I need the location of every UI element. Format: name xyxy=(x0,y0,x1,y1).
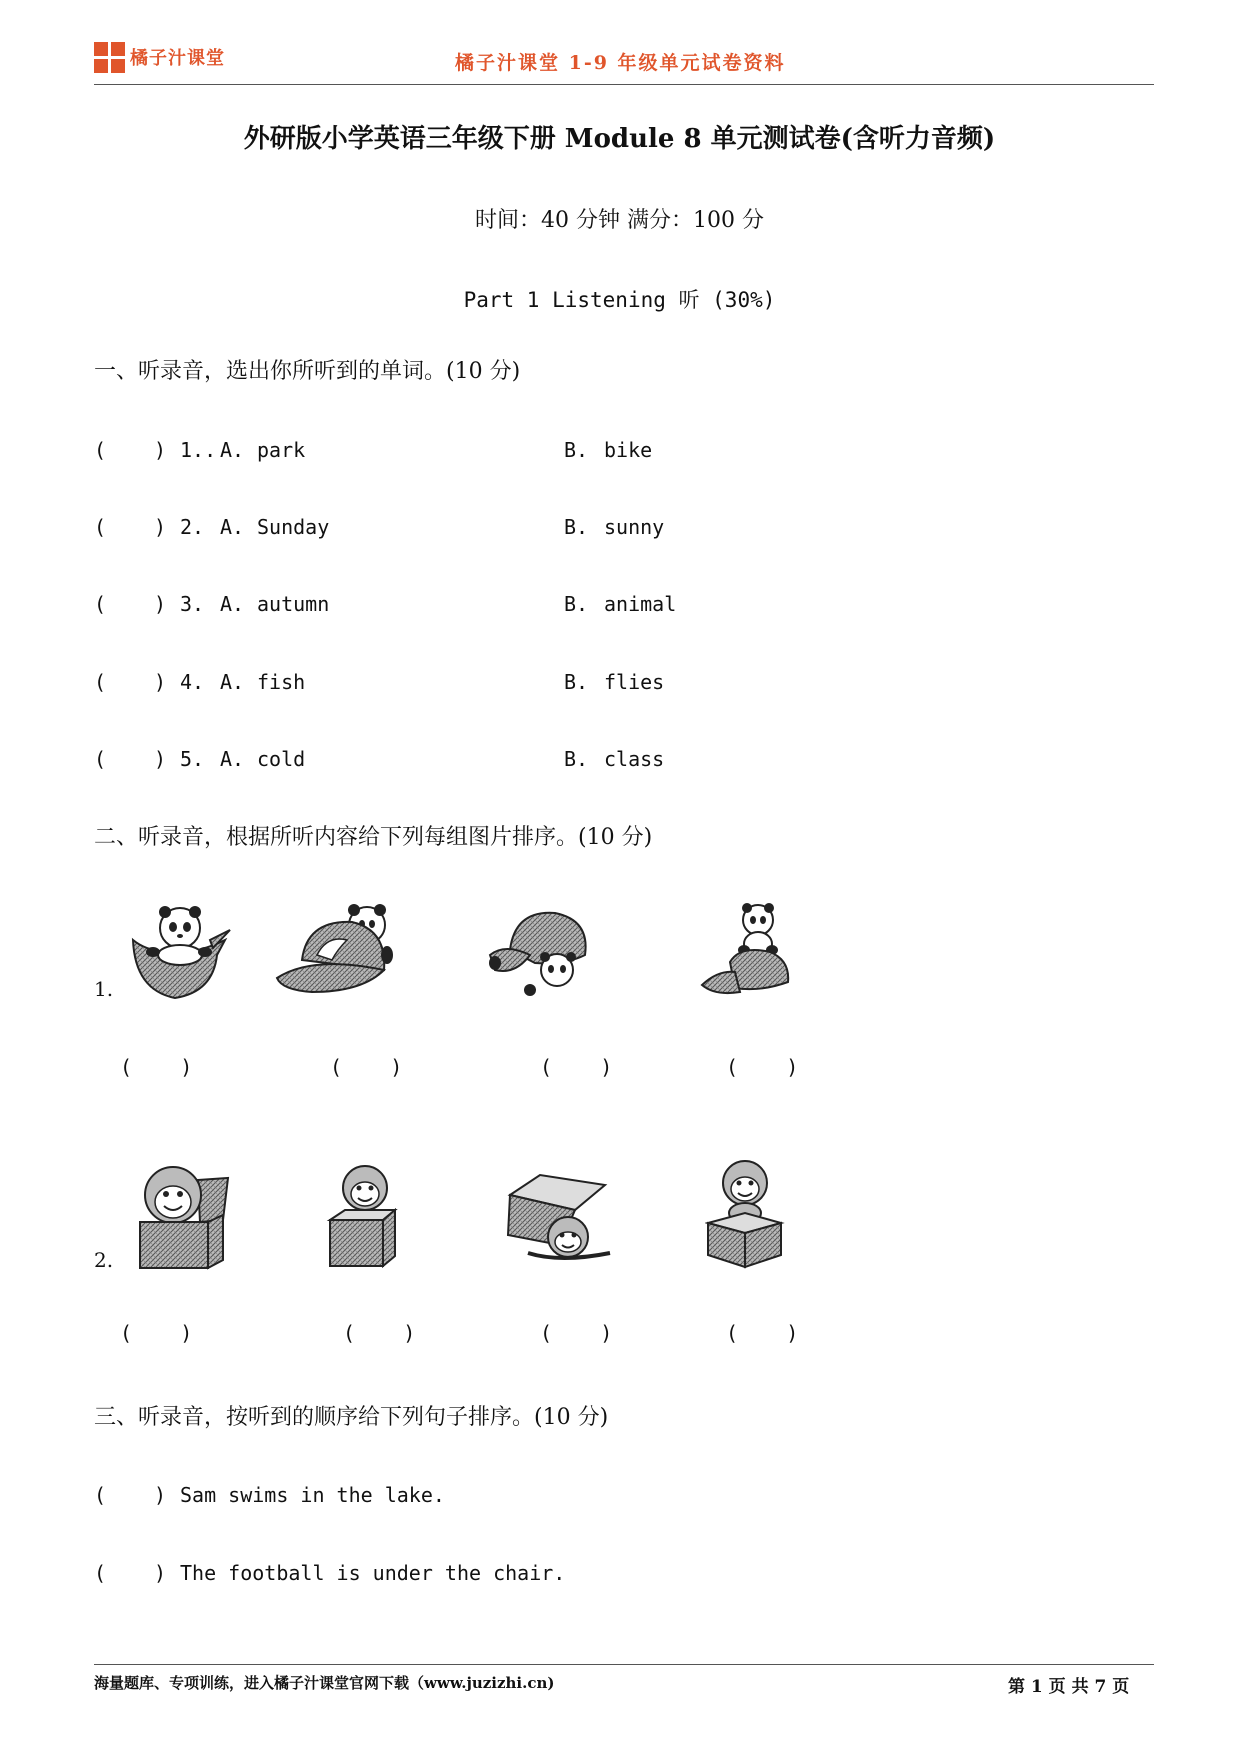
answer-blank[interactable]: ( ) xyxy=(343,1321,416,1345)
option-a-letter: A. xyxy=(220,592,245,616)
section1-heading: 一、听录音，选出你所听到的单词。(10 分) xyxy=(94,359,521,384)
option-a: autumn xyxy=(257,592,330,616)
brand-logo-icon xyxy=(94,42,126,74)
picture-row-2-label: 2. xyxy=(94,1248,114,1272)
brand-name: 橘子汁课堂 xyxy=(130,48,225,69)
answer-paren-close: ) xyxy=(154,1483,167,1507)
option-a: park xyxy=(257,438,306,462)
answer-blank[interactable]: ( ) xyxy=(726,1321,799,1345)
option-b-letter: B. xyxy=(564,592,589,616)
answer-blank[interactable]: ( ) xyxy=(120,1321,193,1345)
answer-paren-close: ) xyxy=(154,747,167,771)
option-a-letter: A. xyxy=(220,438,245,462)
footer-divider xyxy=(94,1664,1154,1665)
monkey-in-box-icon xyxy=(128,1160,233,1270)
option-b: flies xyxy=(604,670,665,694)
answer-paren-open[interactable]: ( xyxy=(94,592,107,616)
monkey-under-box-icon xyxy=(500,1165,620,1265)
answer-blank[interactable]: ( ) xyxy=(330,1055,403,1079)
answer-paren-open[interactable]: ( xyxy=(94,747,107,771)
answer-blank[interactable]: ( ) xyxy=(726,1055,799,1079)
monkey-on-box-icon xyxy=(705,1155,785,1270)
panda-on-cap-icon xyxy=(700,900,795,1000)
header-title: 橘子汁课堂 1-9 年级单元试卷资料 xyxy=(455,52,786,74)
document-title: 外研版小学英语三年级下册 Module 8 单元测试卷(含听力音频) xyxy=(243,124,996,154)
answer-paren-open[interactable]: ( xyxy=(94,438,107,462)
answer-paren-open[interactable]: ( xyxy=(94,1483,107,1507)
answer-paren-close: ) xyxy=(154,438,167,462)
monkey-behind-box-icon xyxy=(325,1160,405,1270)
option-a-letter: A. xyxy=(220,515,245,539)
part-heading: Part 1 Listening 听 (30%) xyxy=(463,288,776,312)
answer-paren-close: ) xyxy=(154,592,167,616)
question-number: 1.. xyxy=(180,438,217,462)
answer-paren-close: ) xyxy=(154,1561,167,1585)
answer-blank[interactable]: ( ) xyxy=(120,1055,193,1079)
panda-behind-cap-icon xyxy=(272,900,397,1000)
exam-meta: 时间：40 分钟 满分：100 分 xyxy=(475,208,764,233)
option-a-letter: A. xyxy=(220,670,245,694)
answer-blank[interactable]: ( ) xyxy=(540,1055,613,1079)
answer-paren-open[interactable]: ( xyxy=(94,1561,107,1585)
question-number: 3. xyxy=(180,592,205,616)
panda-in-cap-icon xyxy=(125,900,235,1005)
option-b: class xyxy=(604,747,665,771)
option-a: Sunday xyxy=(257,515,330,539)
answer-paren-open[interactable]: ( xyxy=(94,670,107,694)
section2-heading: 二、听录音，根据所听内容给下列每组图片排序。(10 分) xyxy=(94,825,653,850)
question-number: 2. xyxy=(180,515,205,539)
answer-paren-open[interactable]: ( xyxy=(94,515,107,539)
option-b: bike xyxy=(604,438,653,462)
option-b-letter: B. xyxy=(564,515,589,539)
picture-row-1-label: 1. xyxy=(94,977,114,1001)
question-number: 4. xyxy=(180,670,205,694)
sentence-text: The football is under the chair. xyxy=(180,1561,566,1585)
option-b-letter: B. xyxy=(564,747,589,771)
option-b-letter: B. xyxy=(564,670,589,694)
sentence-text: Sam swims in the lake. xyxy=(180,1483,445,1507)
panda-under-cap-icon xyxy=(485,905,595,1005)
page-number: 第 1 页 共 7 页 xyxy=(1008,1677,1130,1697)
option-b: animal xyxy=(604,592,677,616)
option-b-letter: B. xyxy=(564,438,589,462)
option-a: fish xyxy=(257,670,306,694)
section3-heading: 三、听录音，按听到的顺序给下列句子排序。(10 分) xyxy=(94,1405,609,1430)
answer-paren-close: ) xyxy=(154,670,167,694)
answer-paren-close: ) xyxy=(154,515,167,539)
question-number: 5. xyxy=(180,747,205,771)
option-a-letter: A. xyxy=(220,747,245,771)
header-divider xyxy=(94,84,1154,85)
option-a: cold xyxy=(257,747,306,771)
footer-promo: 海量题库、专项训练，进入橘子汁课堂官网下载（www.juzizhi.cn) xyxy=(94,1674,555,1692)
answer-blank[interactable]: ( ) xyxy=(540,1321,613,1345)
option-b: sunny xyxy=(604,515,665,539)
